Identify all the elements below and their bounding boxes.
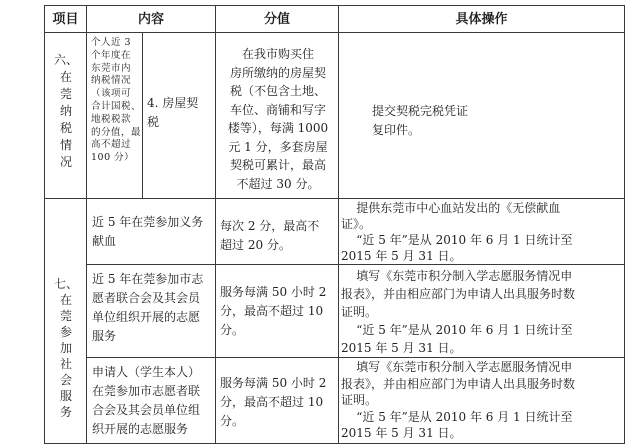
section7-row-operation: 填写《东莞市积分制入学志愿服务情况申 报表》，并由相应部门为申请人出具服务时数 证明。 “近 5 年”是从 2010 年 6 月 1 日统计至 2015 年 5 月 31 日。 (341, 269, 576, 355)
header-item: 项目 (52, 11, 79, 27)
section7-row-content: 近 5 年在莞参加义务 献血 (92, 215, 204, 248)
rule (338, 5, 339, 444)
rule (86, 5, 87, 444)
section6-operation: 提交契税完税凭证 复印件。 (372, 104, 469, 137)
section7-label: 七、 在 莞 参 加 社 会 服 务 (53, 277, 78, 419)
rule (44, 5, 45, 444)
rule (215, 5, 216, 444)
header-score: 分值 (263, 11, 290, 27)
section7-row-content: 申请人（学生本人） 在莞参加市志愿者联 合会及其会员单位组 织开展的志愿服务 (92, 365, 201, 436)
section7-row-score: 每次 2 分，最高不 超过 20 分。 (220, 219, 320, 252)
rule (142, 32, 143, 198)
rule (44, 32, 624, 33)
rule (86, 264, 624, 265)
rule (86, 357, 624, 358)
header-operation: 具体操作 (455, 11, 508, 27)
section7-row-score: 服务每满 50 小时 2 分，最高不超过 10 分。 (220, 376, 327, 428)
section7-row-score: 服务每满 50 小时 2 分，最高不超过 10 分。 (220, 285, 327, 337)
section7-row-operation: 提供东莞市中心血站发出的《无偿献血 证》。 “近 5 年”是从 2010 年 6 月 1 日统计至 2015 年 5 月 31 日。 (341, 201, 573, 263)
section7-row-content: 近 5 年在莞参加市志 愿者联合会及其会员 单位组织开展的志愿 服务 (92, 272, 204, 343)
section6-item: 4. 房屋契 税 (147, 96, 199, 129)
section7-row-operation: 填写《东莞市积分制入学志愿服务情况申 报表》，并由相应部门为申请人出具服务时数 证明。 “近 5 年”是从 2010 年 6 月 1 日统计至 2015 年 5 月 31 日。 (341, 360, 576, 440)
rule (44, 198, 624, 199)
section6-score: 在我市购买住 房所缴纳的房屋契 税（不包含土地、 车位、商铺和写字 楼等），每满 1000 元 1 分，多套房屋 契税可累计，最高 不超过 30 分。 (227, 47, 329, 191)
rule (624, 5, 625, 444)
section6-subcategory: 个人近 3 个年度在 东莞市内 纳税情况 （该项可 合计国税、 地税税款 的分值，最 高不超过 100 分） (91, 37, 142, 164)
header-content: 内容 (137, 11, 164, 27)
section6-label: 六、 在 莞 纳 税 情 况 (53, 53, 78, 169)
